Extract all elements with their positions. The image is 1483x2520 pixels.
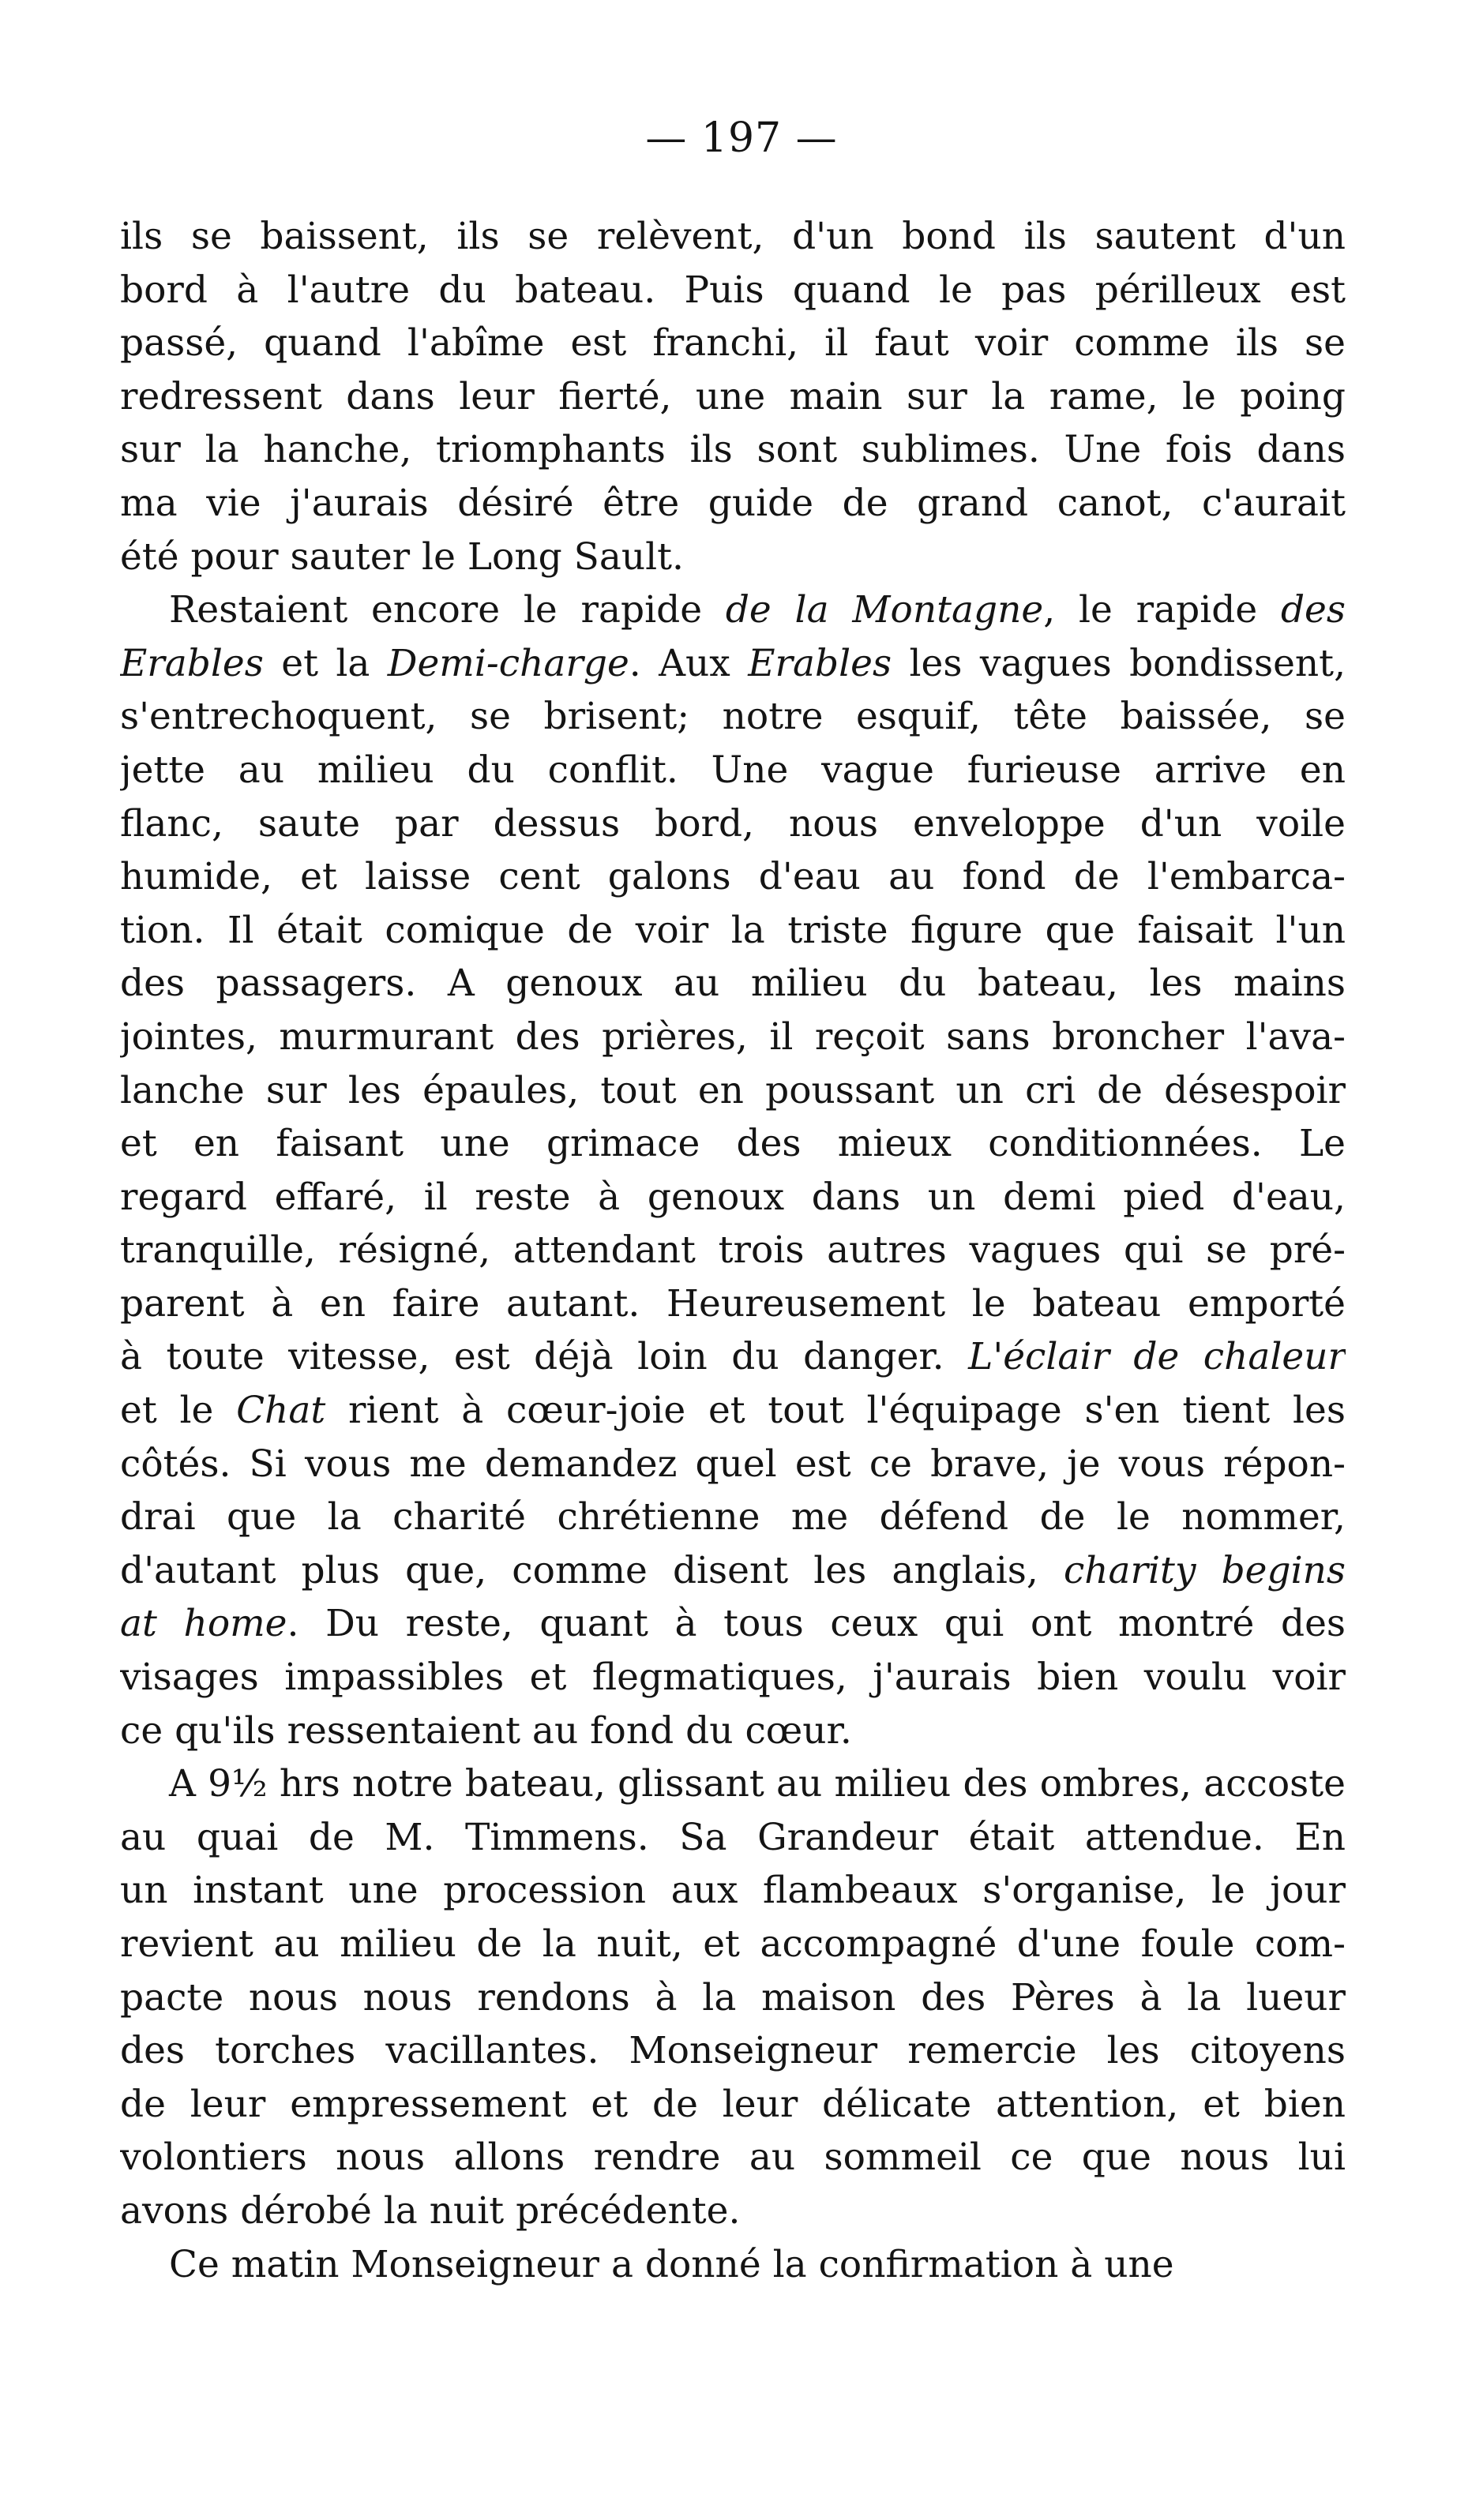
text-line	[120, 1011, 1346, 1064]
text-line	[120, 1064, 1346, 1118]
text-line	[120, 1171, 1346, 1224]
page-number: — 197 —	[645, 114, 838, 162]
text-segment: ma vie j'aurais désiré être guide de grand canot, c'aurait	[120, 481, 1346, 525]
text-segment: flanc, saute par dessus bord, nous enveloppe d'un voile	[120, 801, 1346, 846]
text-line	[120, 1277, 1346, 1331]
paragraph	[120, 2238, 1346, 2292]
text-line	[120, 1597, 1346, 1651]
text-segment: parent à en faire autant. Heureusement le bateau emporté	[120, 1281, 1346, 1326]
text-line	[120, 744, 1346, 797]
text-segment: volontiers nous allons rendre au sommeil ce que nous lui	[120, 2136, 1346, 2180]
text-line	[120, 477, 1346, 531]
text-line	[120, 423, 1346, 477]
text-line	[120, 2131, 1346, 2184]
text-segment: des torches vacillantes. Monseigneur remercie les citoyens	[120, 2029, 1346, 2073]
text-segment: sur la hanche, triomphants ils sont sublimes. Une fois dans	[120, 428, 1346, 472]
text-segment: tion. Il était comique de voir la triste figure que faisait l'un	[120, 908, 1346, 952]
text-segment: de leur empressement et de leur délicate attention, et bien	[120, 2082, 1346, 2126]
text-segment: visages impassibles et flegmatiques, j'aurais bien voulu voir	[120, 1656, 1346, 1700]
text-segment: bord à l'autre du bateau. Puis quand le pas périlleux est	[120, 268, 1346, 312]
text-segment: des passagers. A genoux au milieu du bateau, les mains	[120, 962, 1346, 1006]
italic-text: Demi-charge	[387, 641, 629, 685]
text-segment: Restaient encore le rapide	[169, 588, 726, 632]
text-segment: et en faisant une grimace des mieux conditionnées. Le	[120, 1122, 1346, 1166]
text-segment: jette au milieu du conflit. Une vague furieuse arrive en	[120, 748, 1346, 792]
text-line	[120, 1811, 1346, 1865]
text-line	[120, 317, 1346, 370]
text-line	[120, 1651, 1346, 1704]
text-segment: côtés. Si vous me demandez quel est ce brave, je vous répon-	[120, 1442, 1346, 1486]
text-segment: pacte nous nous rendons à la maison des Pères à la lueur	[120, 1975, 1346, 2019]
text-segment: passé, quand l'abîme est franchi, il faut voir comme ils se	[120, 321, 1346, 366]
text-line	[120, 2184, 1346, 2238]
text-segment: lanche sur les épaules, tout en poussant un cri de désespoir	[120, 1068, 1346, 1112]
text-line	[120, 797, 1346, 851]
text-segment: A 9½ hrs notre bateau, glissant au milieu des ombres, accoste	[169, 1762, 1346, 1806]
text-line	[120, 264, 1346, 317]
text-segment: . Du reste, quant à tous ceux qui ont montré des	[287, 1602, 1346, 1646]
text-line	[120, 1918, 1346, 1971]
paragraph	[120, 210, 1346, 583]
text-line	[120, 850, 1346, 904]
text-line	[120, 1384, 1346, 1438]
text-line	[120, 1117, 1346, 1171]
text-line	[120, 583, 1346, 637]
text-line	[120, 1330, 1346, 1384]
text-segment: Ce matin Monseigneur a donné la confirmation à une	[169, 2242, 1174, 2286]
text-segment: au quai de M. Timmens. Sa Grandeur était attendue. En	[120, 1815, 1346, 1859]
italic-text: de la Montagne	[725, 588, 1044, 632]
text-line	[120, 1491, 1346, 1544]
text-line	[120, 2078, 1346, 2132]
italic-text: des	[1280, 588, 1346, 632]
text-line	[120, 1704, 1346, 1758]
text-line	[120, 370, 1346, 424]
text-segment: été pour sauter le Long Sault.	[120, 534, 684, 579]
text-segment: et le	[120, 1389, 237, 1433]
text-segment: un instant une procession aux flambeaux s'organise, le jour	[120, 1869, 1346, 1913]
text-line	[120, 904, 1346, 958]
text-line	[120, 637, 1346, 691]
italic-text: Erables	[120, 641, 264, 685]
text-segment: à toute vitesse, est déjà loin du danger.	[120, 1335, 969, 1379]
text-line	[120, 1757, 1346, 1811]
text-line	[120, 690, 1346, 744]
text-segment: jointes, murmurant des prières, il reçoit sans broncher l'ava-	[120, 1014, 1346, 1059]
text-segment: , le rapide	[1043, 588, 1281, 632]
text-line	[120, 531, 1346, 584]
text-line	[120, 1864, 1346, 1918]
italic-text: L'éclair de chaleur	[968, 1335, 1346, 1379]
text-segment: humide, et laisse cent galons d'eau au fond de l'embarca-	[120, 855, 1346, 899]
text-segment: et la	[263, 641, 388, 685]
italic-text: Erables	[748, 641, 892, 685]
text-line	[120, 1544, 1346, 1598]
text-segment: les vagues bondissent,	[892, 641, 1346, 685]
paragraph	[120, 1757, 1346, 2237]
text-segment: rient à cœur-joie et tout l'équipage s'en tient les	[325, 1389, 1346, 1433]
paragraph	[120, 583, 1346, 1757]
text-line	[120, 210, 1346, 264]
text-segment: revient au milieu de la nuit, et accompagné d'une foule com-	[120, 1922, 1346, 1966]
text-segment: redressent dans leur fierté, une main sur la rame, le poing	[120, 374, 1346, 418]
text-segment: avons dérobé la nuit précédente.	[120, 2188, 741, 2233]
text-line	[120, 2238, 1346, 2292]
body-text	[120, 210, 1346, 2291]
text-segment: ils se baissent, ils se relèvent, d'un bond ils sautent d'un	[120, 215, 1346, 258]
text-line	[120, 1438, 1346, 1491]
text-segment: regard effaré, il reste à genoux dans un demi pied d'eau,	[120, 1175, 1346, 1219]
text-line	[120, 1971, 1346, 2025]
text-segment: . Aux	[629, 641, 749, 685]
text-segment: d'autant plus que, comme disent les anglais,	[120, 1548, 1064, 1592]
text-segment: ce qu'ils ressentaient au fond du cœur.	[120, 1708, 852, 1753]
text-segment: drai que la charité chrétienne me défend de le nommer,	[120, 1495, 1346, 1539]
text-segment: tranquille, résigné, attendant trois autres vagues qui se pré-	[120, 1228, 1346, 1273]
italic-text: at home	[120, 1602, 287, 1646]
text-line	[120, 2024, 1346, 2078]
text-line	[120, 957, 1346, 1011]
text-segment: s'entrechoquent, se brisent; notre esquif, tête baissée, se	[120, 695, 1346, 739]
text-line	[120, 1224, 1346, 1277]
italic-text: Chat	[236, 1389, 326, 1433]
italic-text: charity begins	[1063, 1548, 1346, 1592]
